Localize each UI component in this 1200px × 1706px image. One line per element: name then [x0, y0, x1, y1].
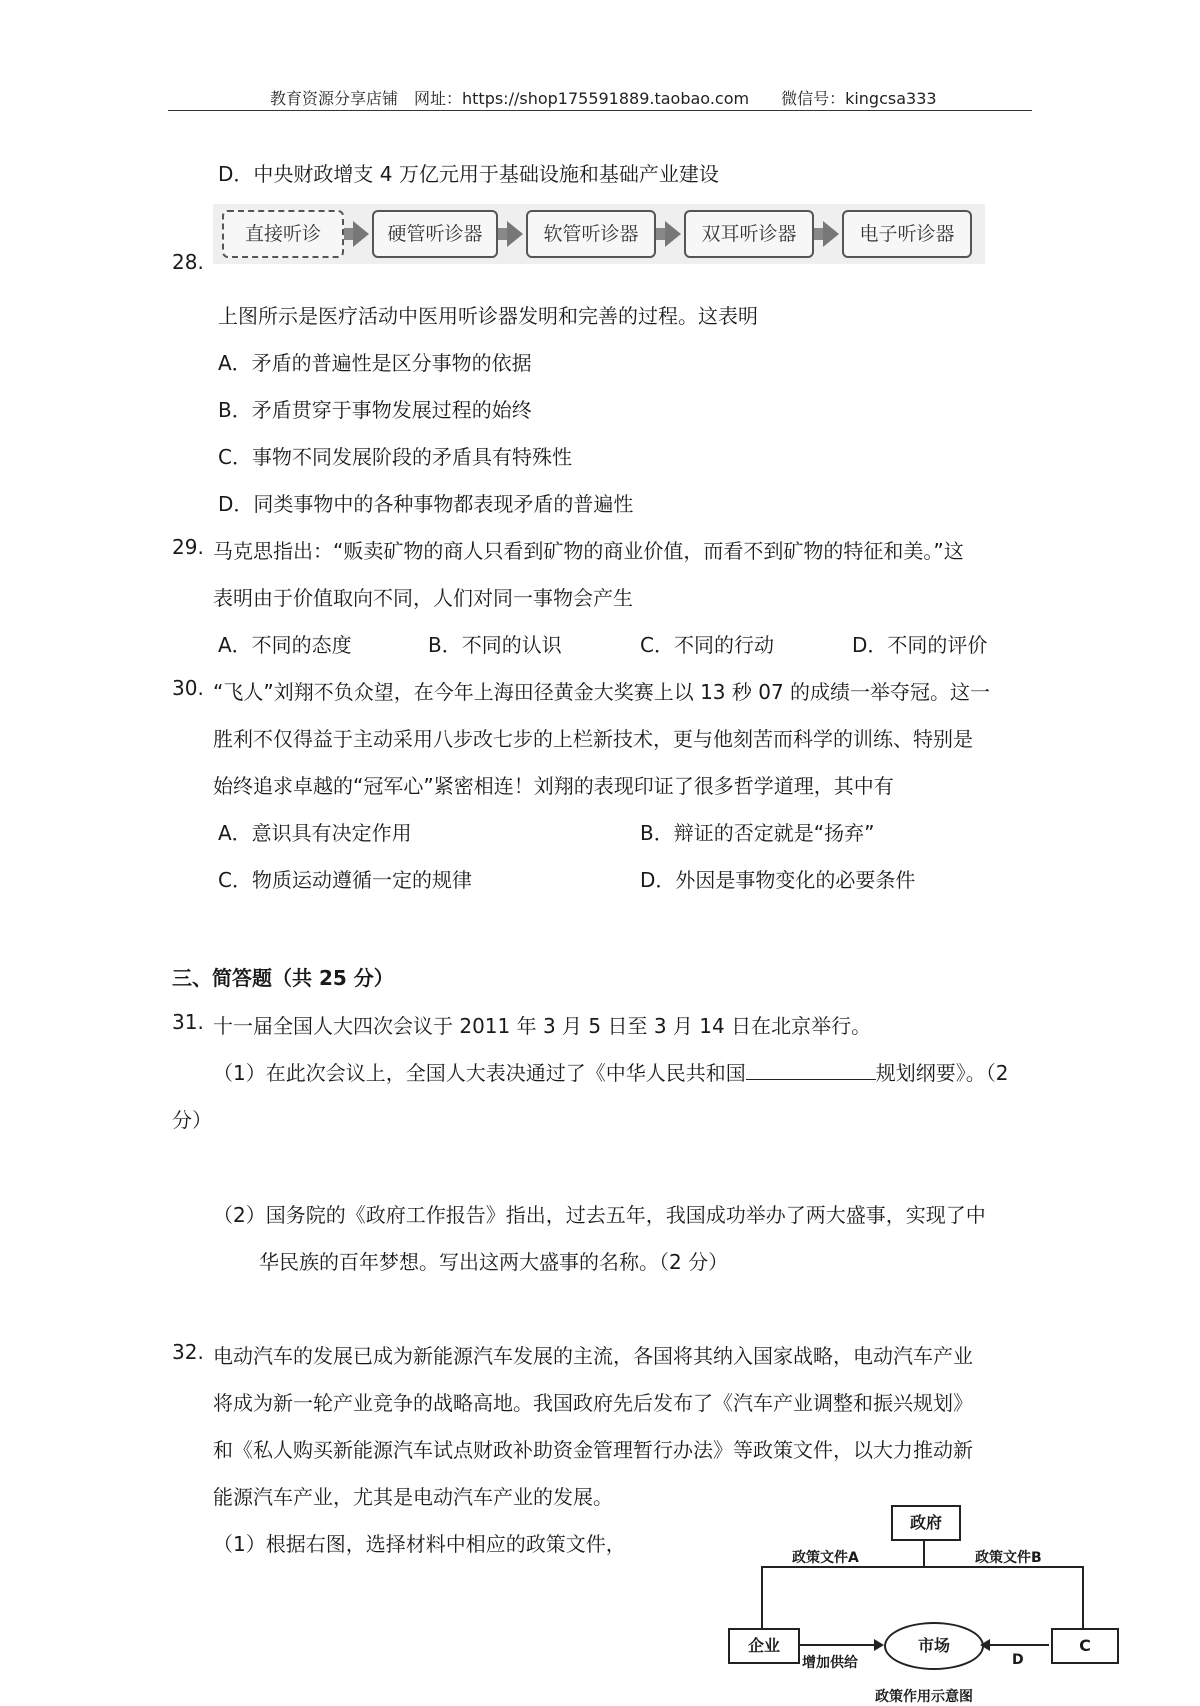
q27-option-d: D．中央财政增支 4 万亿元用于基础设施和基础产业建设 — [218, 162, 719, 186]
diagram-policy-a-label: 政策文件A — [792, 1550, 859, 1566]
q28-option-a: A．矛盾的普遍性是区分事物的依据 — [218, 351, 532, 375]
flow-arrowhead-4 — [823, 221, 839, 247]
flow-step-4: 双耳听诊器 — [684, 210, 814, 258]
diagram-government-box: 政府 — [891, 1505, 961, 1541]
diagram-arrow-supply-shaft — [798, 1644, 876, 1646]
q32-line-3: 和《私人购买新能源汽车试点财政补助资金管理暂行办法》等政策文件，以大力推动新 — [213, 1438, 973, 1462]
q28-number: 28. — [172, 250, 204, 274]
flow-step-1: 直接听诊 — [222, 210, 344, 258]
q32-line-4: 能源汽车产业，尤其是电动汽车产业的发展。 — [213, 1485, 613, 1509]
q30-line-1: “飞人”刘翔不负众望，在今年上海田径黄金大奖赛上以 13 秒 07 的成绩一举夺冠。这一 — [213, 680, 991, 704]
header-divider — [168, 110, 1032, 111]
q31-part-2-line-1: （2）国务院的《政府工作报告》指出，过去五年，我国成功举办了两大盛事，实现了中 — [213, 1203, 986, 1227]
q30-option-d: D．外因是事物变化的必要条件 — [640, 868, 916, 892]
flow-step-2: 硬管听诊器 — [372, 210, 498, 258]
q31-part-1 — [213, 1057, 1008, 1086]
q31-answer-blank[interactable] — [746, 1059, 876, 1080]
flow-step-3: 软管听诊器 — [526, 210, 656, 258]
flow-arrowhead-2 — [507, 221, 523, 247]
diagram-c-box: C — [1051, 1628, 1119, 1664]
q31-part-1-text-after: 规划纲要》。（2 — [875, 1061, 1009, 1085]
page-header: 教育资源分享店铺 网址：https://shop175591889.taobao.com 微信号：kingcsa333 — [270, 89, 937, 108]
q29-option-b: B．不同的认识 — [428, 633, 562, 657]
q32-part-1: （1）根据右图，选择材料中相应的政策文件， — [213, 1532, 626, 1556]
diagram-policy-b-label: 政策文件B — [975, 1550, 1042, 1566]
q29-line-2: 表明由于价值取向不同，人们对同一事物会产生 — [213, 586, 633, 610]
q31-stem: 十一届全国人大四次会议于 2011 年 3 月 5 日至 3 月 14 日在北京举行。 — [213, 1014, 872, 1038]
diagram-line-right-down — [1082, 1566, 1084, 1628]
q32-number: 32. — [172, 1340, 204, 1364]
flow-arrowhead-3 — [665, 221, 681, 247]
q31-number: 31. — [172, 1010, 204, 1034]
diagram-arrow-d-head — [980, 1639, 990, 1651]
flow-step-5: 电子听诊器 — [842, 210, 972, 258]
q29-option-a: A．不同的态度 — [218, 633, 352, 657]
diagram-supply-label: 增加供给 — [802, 1655, 858, 1671]
q30-option-a: A．意识具有决定作用 — [218, 821, 412, 845]
diagram-line-gov-down — [923, 1539, 925, 1567]
q31-part-1-wrap: 分） — [172, 1108, 212, 1132]
q28-option-d: D．同类事物中的各种事物都表现矛盾的普遍性 — [218, 492, 634, 516]
diagram-d-label: D — [1012, 1652, 1024, 1668]
stethoscope-flow-diagram — [213, 204, 985, 264]
diagram-enterprise-box: 企业 — [728, 1628, 800, 1664]
q29-option-c: C．不同的行动 — [640, 633, 774, 657]
q28-option-c: C．事物不同发展阶段的矛盾具有特殊性 — [218, 445, 572, 469]
diagram-arrow-supply-head — [874, 1639, 884, 1651]
diagram-market-ellipse: 市场 — [884, 1622, 984, 1670]
q32-line-2: 将成为新一轮产业竞争的战略高地。我国政府先后发布了《汽车产业调整和振兴规划》 — [213, 1391, 973, 1415]
diagram-arrow-d-shaft — [990, 1644, 1049, 1646]
diagram-caption: 政策作用示意图 — [875, 1689, 973, 1705]
flow-arrowhead-1 — [353, 221, 369, 247]
section-3-title: 三、简答题（共 25 分） — [172, 966, 394, 990]
q29-line-1: 马克思指出：“贩卖矿物的商人只看到矿物的商业价值，而看不到矿物的特征和美。”这 — [213, 539, 964, 563]
q31-part-1-text-before: （1）在此次会议上，全国人大表决通过了《中华人民共和国 — [213, 1061, 746, 1085]
q28-stem: 上图所示是医疗活动中医用听诊器发明和完善的过程。这表明 — [218, 304, 758, 328]
q29-number: 29. — [172, 535, 204, 559]
q30-line-2: 胜利不仅得益于主动采用八步改七步的上栏新技术，更与他刻苦而科学的训练、特别是 — [213, 727, 973, 751]
q30-option-c: C．物质运动遵循一定的规律 — [218, 868, 472, 892]
q29-option-d: D．不同的评价 — [852, 633, 988, 657]
q30-number: 30. — [172, 676, 204, 700]
q32-line-1: 电动汽车的发展已成为新能源汽车发展的主流，各国将其纳入国家战略，电动汽车产业 — [213, 1344, 973, 1368]
diagram-line-left-down — [761, 1566, 763, 1628]
q31-part-2-line-2: 华民族的百年梦想。写出这两大盛事的名称。（2 分） — [259, 1250, 729, 1274]
q30-line-3: 始终追求卓越的“冠军心”紧密相连！刘翔的表现印证了很多哲学道理，其中有 — [213, 774, 894, 798]
q28-option-b: B．矛盾贯穿于事物发展过程的始终 — [218, 398, 532, 422]
q30-option-b: B．辩证的否定就是“扬弃” — [640, 821, 875, 845]
